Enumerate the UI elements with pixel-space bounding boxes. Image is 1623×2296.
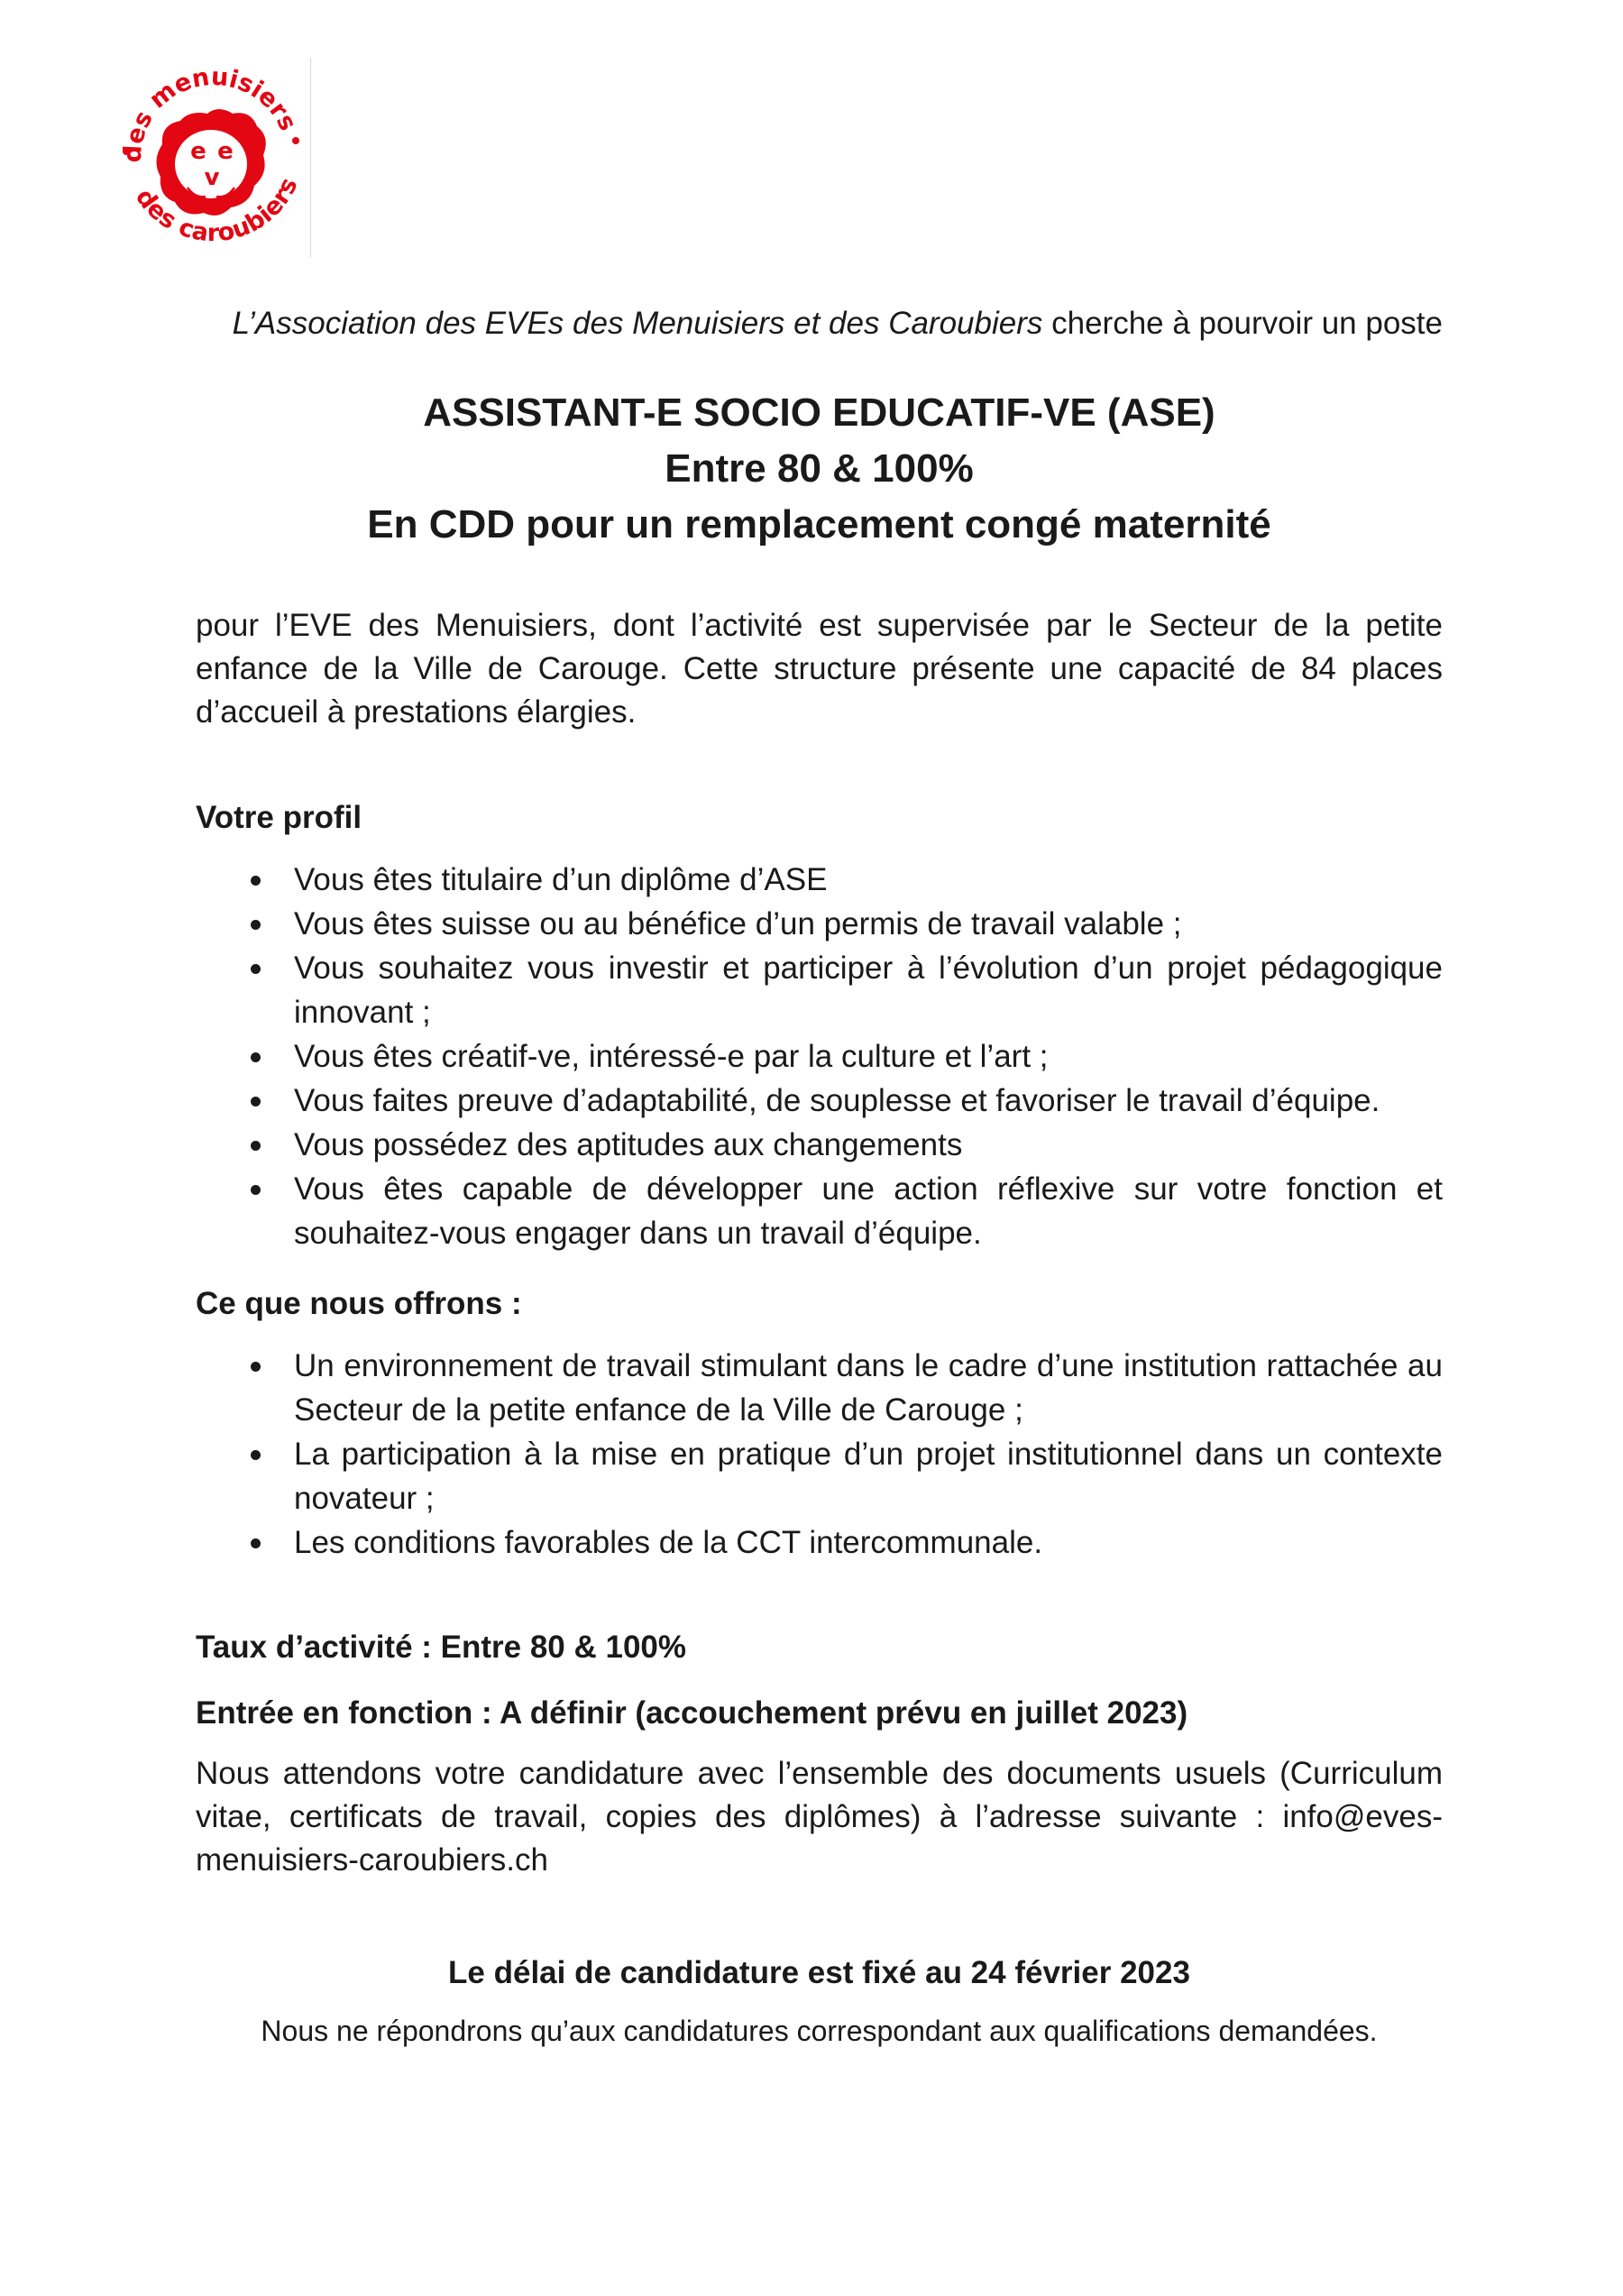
offer-list [196, 1344, 1443, 1565]
profile-heading: Votre profil [196, 800, 362, 835]
list-item: Les conditions favorables de la CCT intercommunale. [196, 1520, 1443, 1565]
offer-heading: Ce que nous offrons : [196, 1286, 522, 1321]
job-title: ASSISTANT-E SOCIO EDUCATIF-VE (ASE) [423, 390, 1215, 435]
logo-top-text: des menuisiers [118, 62, 302, 163]
list-item: Vous êtes titulaire d’un diplôme d’ASE [196, 858, 1443, 902]
logo-bottom-text: des caroubiers [129, 173, 304, 248]
application-paragraph: Nous attendons votre candidature avec l’ensemble des documents usuels (Curriculum vitae, certificats de travail, copies des diplômes) à l’adresse suivante : info@eves-menuisiers-caroubiers.ch [196, 1756, 1443, 1878]
svg-text:e: e [190, 138, 206, 165]
description-paragraph: pour l’EVE des Menuisiers, dont l’activité est supervisée par le Secteur de la petite enfance de la Ville de Carouge. Cette structure présente une capacité de 84 places d’accueil à prestations élargies. [196, 608, 1443, 730]
disclaimer: Nous ne répondrons qu’aux candidatures correspondant aux qualifications demandées. [261, 2015, 1378, 2047]
intro-rest: cherche à pourvoir un poste [1042, 306, 1443, 341]
bullet-icon [251, 1538, 261, 1548]
application-deadline: Le délai de candidature est fixé au 24 février 2023 [448, 1955, 1190, 1990]
bullet-icon [251, 920, 261, 930]
profile-list [196, 858, 1443, 1255]
bullet-icon [251, 1052, 261, 1062]
bullet-icon [251, 1185, 261, 1195]
bullet-icon [251, 964, 261, 974]
bullet-icon [251, 1450, 261, 1460]
bullet-icon [251, 876, 261, 886]
list-item: Vous faites preuve d’adaptabilité, de souplesse et favoriser le travail d’équipe. [196, 1079, 1443, 1123]
list-item: La participation à la mise en pratique d’un projet institutionnel dans un contexte novateur ; [196, 1432, 1443, 1520]
bullet-icon [251, 1362, 261, 1372]
activity-rate: Taux d’activité : Entre 80 & 100% [196, 1630, 687, 1665]
logo [108, 54, 316, 262]
intro-organization: L’Association des EVEs des Menuisiers et des Caroubiers [232, 306, 1043, 341]
list-item: Un environnement de travail stimulant dans le cadre d’une institution rattachée au Secteur de la petite enfance de la Ville de Carouge ; [196, 1344, 1443, 1432]
bullet-icon [251, 1097, 261, 1107]
job-contract-title: En CDD pour un remplacement congé maternité [367, 502, 1271, 546]
list-item: Vous possédez des aptitudes aux changements [196, 1123, 1443, 1167]
start-date: Entrée en fonction : A définir (accouchement prévu en juillet 2023) [196, 1695, 1188, 1731]
list-item: Vous souhaitez vous investir et participer à l’évolution d’un projet pédagogique innovant ; [196, 946, 1443, 1034]
svg-text:v: v [204, 164, 220, 191]
list-item: Vous êtes suisse ou au bénéfice d’un permis de travail valable ; [196, 902, 1443, 946]
job-rate-title: Entre 80 & 100% [665, 446, 974, 491]
logo-divider [310, 58, 311, 258]
list-item: Vous êtes créatif-ve, intéressé-e par la culture et l’art ; [196, 1034, 1443, 1079]
list-item: Vous êtes capable de développer une action réflexive sur votre fonction et souhaitez-vous engager dans un travail d’équipe. [196, 1167, 1443, 1255]
lion-logo-icon [108, 54, 316, 262]
intro-line [196, 302, 1443, 345]
bullet-icon [251, 1141, 261, 1151]
svg-text:e: e [217, 138, 234, 165]
job-title-block [196, 385, 1443, 553]
